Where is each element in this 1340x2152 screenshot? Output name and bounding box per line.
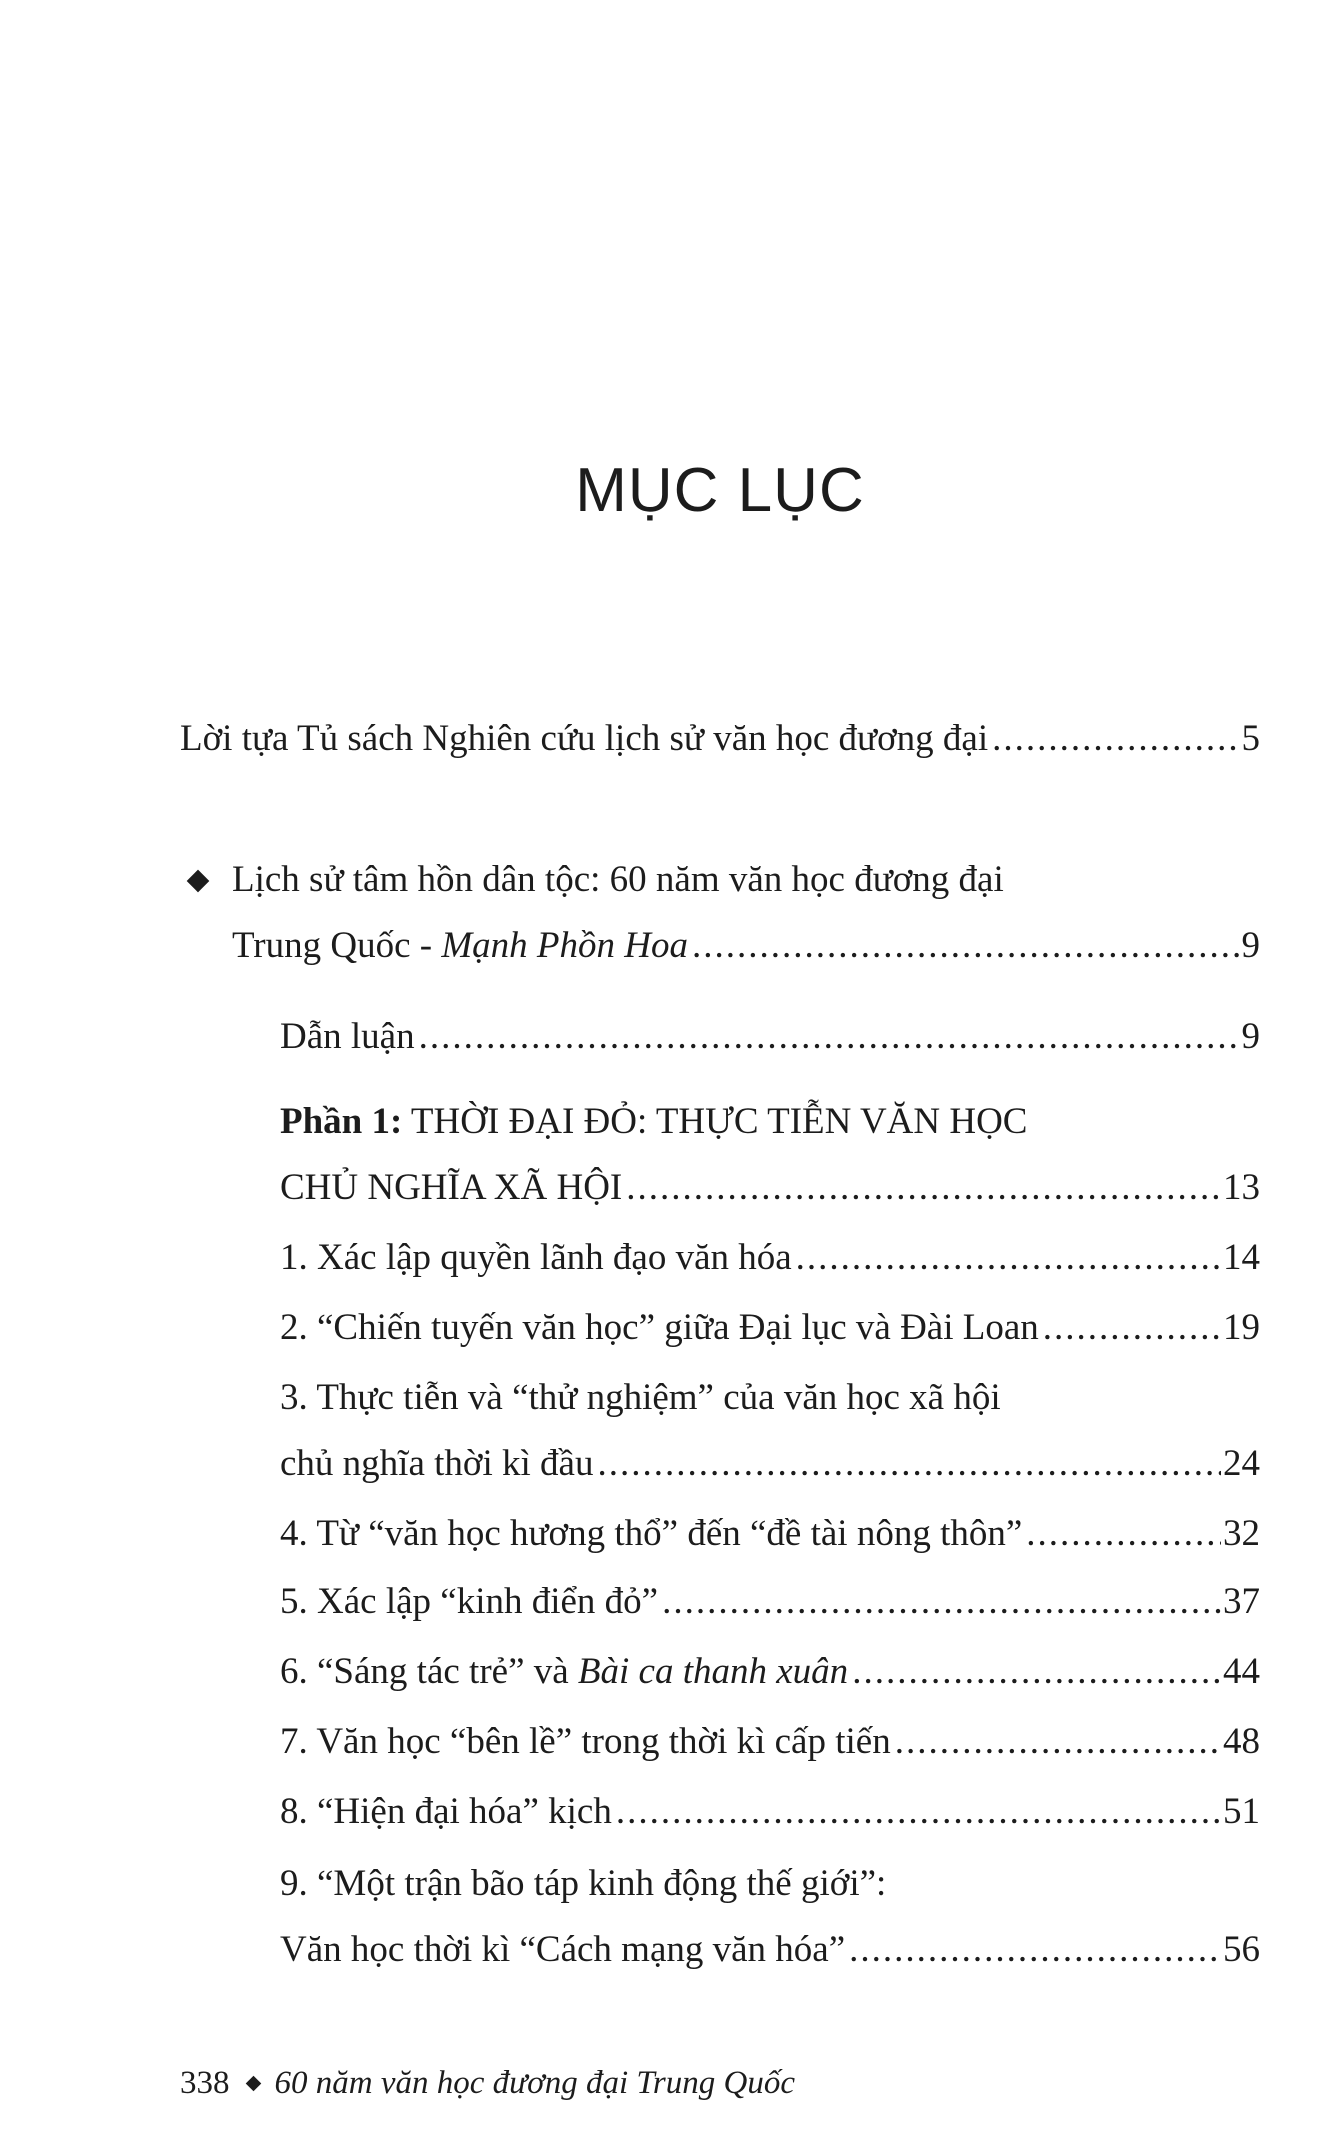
author-name: Mạnh Phồn Hoa xyxy=(441,925,688,966)
toc-entry-text: 6. “Sáng tác trẻ” và Bài ca thanh xuân xyxy=(280,1651,849,1692)
part-label: Phần 1: xyxy=(280,1101,403,1142)
toc-page-number: 19 xyxy=(1223,1307,1260,1348)
toc-page-number: 44 xyxy=(1223,1651,1260,1692)
toc-entry-text: Trung Quốc - Mạnh Phồn Hoa xyxy=(232,925,688,966)
toc-page-number: 13 xyxy=(1223,1167,1260,1208)
page-title: MỤC LỤC xyxy=(575,456,865,525)
dot-leader xyxy=(1043,1306,1221,1350)
toc-entry-intro[interactable] xyxy=(280,1015,1260,1059)
dot-leader xyxy=(662,1580,1221,1624)
toc-page-number: 37 xyxy=(1223,1581,1260,1622)
toc-entry-ch3[interactable] xyxy=(280,1442,1260,1486)
toc-entry-text: chủ nghĩa thời kì đầu xyxy=(280,1443,594,1484)
toc-entry-text: 7. Văn học “bên lề” trong thời kì cấp tiến xyxy=(280,1721,891,1762)
toc-page-number: 24 xyxy=(1223,1443,1260,1484)
toc-entry-ch9[interactable] xyxy=(280,1928,1260,1972)
toc-entry-ch6[interactable] xyxy=(280,1650,1260,1694)
dot-leader xyxy=(895,1720,1221,1764)
toc-page-number: 9 xyxy=(1241,925,1260,966)
toc-entry-ch3-line1[interactable]: 3. Thực tiễn và “thử nghiệm” của văn học xã hội xyxy=(280,1377,1001,1418)
toc-page-number: 9 xyxy=(1241,1016,1260,1057)
toc-entry-text: 1. Xác lập quyền lãnh đạo văn hóa xyxy=(280,1237,792,1278)
toc-entry-ch1[interactable] xyxy=(280,1236,1260,1280)
toc-page-number: 48 xyxy=(1223,1721,1260,1762)
toc-entry-ch9-line1[interactable]: 9. “Một trận bão táp kinh động thế giới”: xyxy=(280,1863,887,1904)
dot-leader xyxy=(597,1442,1221,1486)
dot-leader xyxy=(849,1928,1221,1972)
footer-page-number: 338 xyxy=(180,2065,230,2101)
dot-leader xyxy=(626,1166,1221,1210)
diamond-bullet-icon xyxy=(187,870,210,893)
toc-entry-text: 2. “Chiến tuyến văn học” giữa Đại lục và Đài Loan xyxy=(280,1307,1039,1348)
part-title: THỜI ĐẠI ĐỎ: THỰC TIỄN VĂN HỌC xyxy=(402,1101,1028,1142)
toc-entry-main-line1[interactable]: Lịch sử tâm hồn dân tộc: 60 năm văn học đương đại xyxy=(232,859,1004,900)
toc-entry-part1[interactable] xyxy=(280,1166,1260,1210)
toc-entry-ch4[interactable] xyxy=(280,1512,1260,1556)
footer-book-title: 60 năm văn học đương đại Trung Quốc xyxy=(274,2065,796,2101)
toc-entry-text: 8. “Hiện đại hóa” kịch xyxy=(280,1791,612,1832)
toc-entry-text: CHỦ NGHĨA XÃ HỘI xyxy=(280,1167,623,1208)
toc-entry-text: 5. Xác lập “kinh điển đỏ” xyxy=(280,1581,659,1622)
toc-entry-text: Văn học thời kì “Cách mạng văn hóa” xyxy=(280,1929,846,1970)
work-title: Bài ca thanh xuân xyxy=(577,1651,849,1692)
toc-entry-text: 4. Từ “văn học hương thổ” đến “đề tài nông thôn” xyxy=(280,1513,1023,1554)
toc-entry-ch2[interactable] xyxy=(280,1306,1260,1350)
toc-entry-part1-line1[interactable] xyxy=(280,1100,1027,1144)
toc-entry-ch8[interactable] xyxy=(280,1790,1260,1834)
toc-entry-text: Lời tựa Tủ sách Nghiên cứu lịch sử văn học đương đại xyxy=(180,718,989,759)
dot-leader xyxy=(852,1650,1221,1694)
toc-page-number: 5 xyxy=(1241,718,1260,759)
dot-leader xyxy=(692,924,1240,968)
toc-entry-preface[interactable] xyxy=(180,717,1260,761)
dot-leader xyxy=(419,1015,1240,1059)
toc-page-number: 56 xyxy=(1223,1929,1260,1970)
dot-leader xyxy=(616,1790,1221,1834)
dot-leader xyxy=(992,717,1239,761)
toc-entry-ch5[interactable] xyxy=(280,1580,1260,1624)
toc-entry-ch7[interactable] xyxy=(280,1720,1260,1764)
toc-entry-text: Dẫn luận xyxy=(280,1016,415,1057)
toc-page-number: 51 xyxy=(1223,1791,1260,1832)
toc-page-number: 14 xyxy=(1223,1237,1260,1278)
toc-page-number: 32 xyxy=(1223,1513,1260,1554)
diamond-separator-icon xyxy=(245,2076,261,2092)
toc-entry-main[interactable] xyxy=(232,924,1260,968)
page-footer xyxy=(180,2065,795,2102)
dot-leader xyxy=(796,1236,1221,1280)
dot-leader xyxy=(1026,1512,1221,1556)
